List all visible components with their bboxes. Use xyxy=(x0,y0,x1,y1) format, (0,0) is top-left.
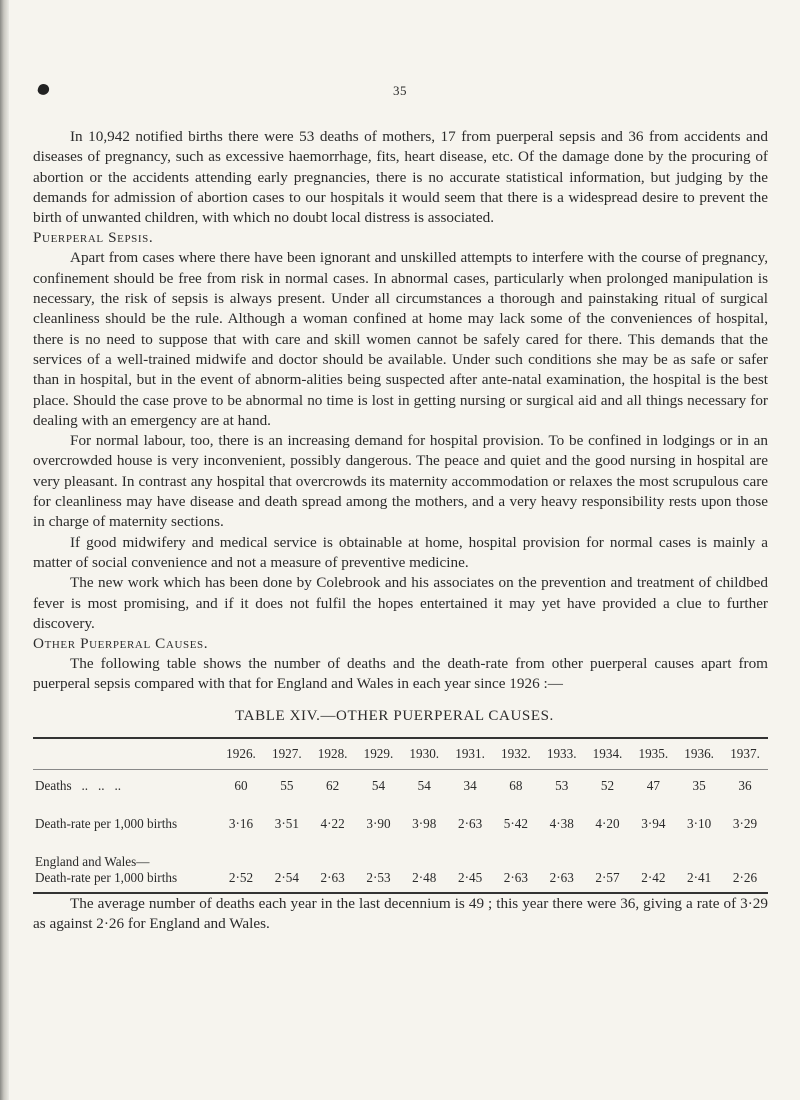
table-cell: 52 xyxy=(600,777,615,793)
table-row-group-label xyxy=(33,854,768,870)
year-header: 1930. xyxy=(409,745,440,761)
table-cell: 2·42 xyxy=(641,869,666,885)
table-cell: 55 xyxy=(280,777,294,793)
year-header: 1934. xyxy=(592,745,623,761)
table-cell: 3·90 xyxy=(366,815,391,831)
table-cell: 35 xyxy=(692,777,706,793)
row-label: Death-rate per 1,000 births xyxy=(35,815,178,831)
table-title: TABLE XIV.—OTHER PUERPERAL CAUSES. xyxy=(235,707,554,724)
table-cell: 2·63 xyxy=(320,869,345,885)
year-header: 1935. xyxy=(638,745,669,761)
puerperal-causes-table xyxy=(33,739,768,892)
year-header: 1928. xyxy=(317,745,348,761)
table-cell: 3·98 xyxy=(412,815,437,831)
table-cell: 3·16 xyxy=(228,815,254,831)
year-header: 1929. xyxy=(363,745,394,761)
year-header: 1936. xyxy=(684,745,714,761)
sepsis-paragraph: For normal labour, too, there is an increasing demand for hospital provision. To be confined in lodgings or in an overcrowded house is very inconvenient, possibly dangerous. The peace and quiet and the good nursing in hospital are very pleasant. In contrast any hospital that overcrowds its maternity accommodation or relaxes the most scrupulous care for cleanliness may have disease and death spread among the mothers, and a very heavy responsibility rests upon those in charge of maternity sections. xyxy=(33,432,768,531)
closing-note: The average number of deaths each year in the last decennium is 49 ; this year there were 36, giving a rate of 3·29 as against 2·26 for England and Wales. xyxy=(33,894,768,933)
sepsis-paragraph: The new work which has been done by Colebrook and his associates on the prevention and treatment of childbed fever is most promising, and if it does not fulfil the hopes entertained it may yet have provided a clue to further discovery. xyxy=(33,574,768,632)
year-header: 1937. xyxy=(730,745,760,761)
table-cell: 2·45 xyxy=(457,869,483,885)
binding-edge xyxy=(0,0,9,1100)
table-row-deaths xyxy=(33,778,768,794)
table-cell: 2·53 xyxy=(366,869,391,885)
page-number: 35 xyxy=(393,83,407,98)
sepsis-paragraph: Apart from cases where there have been ignorant and unskilled attempts to interfere with the course of pregnancy, confinement should be free from risk in normal cases. In abnormal cases, particularly when prolonged manipulation is necessary, the risk of sepsis is always present. Under all circumstances a thorough and painstaking ritual of surgical cleanliness should be the rule. Although a woman confined at home may lack some of the conveniences of hospital, there is no need to suppose that with care and skill women cannot be safely cared for there. This demands that the services of a well-trained midwife and doctor should be available. Under such conditions she may be as safe or safer than in hospital, but in the event of abnorm-alities being suspected after ante-natal examination, the hospital is the best place. Should the case prove to be abnormal no time is lost in getting nursing or surgical aid and all things necessary for dealing with an emergency are at hand. xyxy=(33,249,768,429)
table-cell: 2·63 xyxy=(457,815,483,831)
row-label: Death-rate per 1,000 births xyxy=(35,869,178,885)
year-header: 1931. xyxy=(455,745,485,761)
table-cell: 62 xyxy=(326,777,340,793)
table-cell: 2·54 xyxy=(274,869,299,885)
table-cell: 4·20 xyxy=(595,815,620,831)
year-header: 1933. xyxy=(546,745,577,761)
row-label: Deaths .. .. .. xyxy=(35,777,122,793)
intro-paragraph: In 10,942 notified births there were 53 deaths of mothers, 17 from puerperal sepsis and 36 from accidents and diseases of pregnancy, such as excessive haemorrhage, fits, heart disease, etc. Of the damage done by the procuring of abortion or the accidents attending early pregnancies, there is no accurate statistical information, but judging by the demands for admission of abortion cases to our hospitals it would seem that there is a widespread desire to prevent the birth of unwanted children, with which no doubt local distress is associated. xyxy=(33,128,768,227)
table-row-england-death-rate xyxy=(33,870,768,886)
table-cell: 54 xyxy=(371,777,386,793)
table-header-row xyxy=(33,739,768,770)
year-header: 1927. xyxy=(271,745,302,761)
table-cell: 68 xyxy=(509,777,523,793)
year-header: 1926. xyxy=(226,745,256,761)
section-heading-puerperal-sepsis: Puerperal Sepsis. xyxy=(33,229,154,247)
table-cell: 54 xyxy=(417,777,431,793)
table-cell: 2·26 xyxy=(732,869,758,885)
section-heading-other-puerperal-causes: Other Puerperal Causes. xyxy=(33,635,209,653)
table-cell: 4·38 xyxy=(549,815,574,831)
table-cell: 5·42 xyxy=(503,815,528,831)
table-cell: 2·63 xyxy=(503,869,528,885)
table-cell: 2·57 xyxy=(595,869,620,885)
table-row-death-rate xyxy=(33,816,768,832)
table-cell: 3·29 xyxy=(732,815,758,831)
table-cell: 36 xyxy=(738,777,752,793)
table-cell: 2·52 xyxy=(228,869,254,885)
table-cell: 3·94 xyxy=(641,815,666,831)
table-cell: 2·41 xyxy=(687,869,712,885)
table-cell: 3·10 xyxy=(687,815,712,831)
table-cell: 34 xyxy=(463,777,477,793)
page-content xyxy=(33,127,768,934)
year-header: 1932. xyxy=(501,745,531,761)
table-cell: 4·22 xyxy=(320,815,345,831)
table-cell: 3·51 xyxy=(274,815,299,831)
other-causes-paragraph: The following table shows the number of deaths and the death-rate from other puerperal causes apart from puerperal sepsis compared with that for England and Wales in each year since 1926 :— xyxy=(33,655,768,693)
table-cell: 2·63 xyxy=(549,869,574,885)
table-cell: 2·48 xyxy=(412,869,437,885)
group-label: England and Wales— xyxy=(35,853,150,869)
table-cell: 53 xyxy=(555,777,569,793)
table-cell: 60 xyxy=(234,777,248,793)
sepsis-paragraph: If good midwifery and medical service is obtainable at home, hospital provision for normal cases is mainly a matter of social convenience and not a measure of preventive medicine. xyxy=(33,533,768,571)
table-cell: 47 xyxy=(646,777,660,793)
